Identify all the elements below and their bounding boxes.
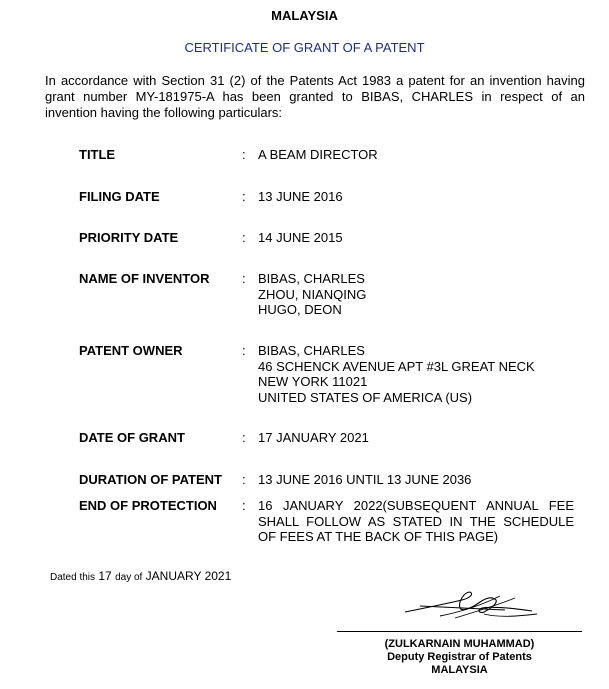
- colon: :: [242, 147, 246, 162]
- protection-line: 16 JANUARY 2022(SUBSEQUENT ANNUAL FEE: [258, 498, 574, 513]
- intro-line: In accordance with Section 31 (2) of the Patents Act 1983 a patent for an invention having: [45, 73, 585, 88]
- label-priority-date: PRIORITY DATE: [79, 230, 179, 245]
- value-filing-date: 13 JUNE 2016: [258, 189, 343, 204]
- signatory-block: [337, 638, 582, 677]
- label-filing-date: FILING DATE: [79, 189, 160, 204]
- dated-line: [50, 569, 231, 583]
- value-date-of-grant: 17 JANUARY 2021: [258, 430, 369, 445]
- owner-line: UNITED STATES OF AMERICA (US): [258, 389, 473, 405]
- inventor-name: HUGO, DEON: [258, 302, 342, 317]
- colon: :: [242, 472, 246, 487]
- label-title: TITLE: [79, 147, 116, 162]
- protection-line: SHALL FOLLOW AS STATED IN THE SCHEDULE: [258, 513, 574, 529]
- dated-middle: day of: [115, 572, 143, 583]
- colon: :: [242, 498, 246, 513]
- label-duration: DURATION OF PATENT: [79, 472, 222, 487]
- colon: :: [242, 343, 246, 358]
- intro-line: invention having the following particulars:: [45, 105, 283, 120]
- value-duration: 13 JUNE 2016 UNTIL 13 JUNE 2036: [258, 472, 472, 487]
- certificate-title: CERTIFICATE OF GRANT OF A PATENT: [184, 40, 425, 55]
- colon: :: [242, 189, 246, 204]
- value-title: A BEAM DIRECTOR: [258, 147, 378, 162]
- protection-line: OF FEES AT THE BACK OF THIS PAGE): [258, 529, 499, 544]
- signatory-name: (ZULKARNAIN MUHAMMAD): [384, 638, 535, 650]
- value-end-of-protection: [258, 498, 574, 545]
- signatory-position: Deputy Registrar of Patents: [387, 651, 532, 663]
- intro-paragraph: [45, 73, 585, 121]
- owner-line: BIBAS, CHARLES: [258, 343, 365, 358]
- owner-line: 46 SCHENCK AVENUE APT #3L GREAT NECK: [258, 358, 535, 374]
- colon: :: [242, 230, 246, 245]
- owner-line: NEW YORK 11021: [258, 374, 368, 389]
- value-priority-date: 14 JUNE 2015: [258, 230, 343, 245]
- label-date-of-grant: DATE OF GRANT: [79, 430, 185, 445]
- value-inventors: [258, 271, 574, 318]
- label-owner: PATENT OWNER: [79, 343, 183, 358]
- label-end-of-protection: END OF PROTECTION: [79, 498, 217, 513]
- dated-day: 17: [98, 569, 112, 583]
- dated-prefix: Dated this: [50, 572, 96, 583]
- label-inventors: NAME OF INVENTOR: [79, 271, 210, 286]
- inventor-name: BIBAS, CHARLES: [258, 271, 365, 286]
- colon: :: [242, 430, 246, 445]
- country-heading: MALAYSIA: [271, 8, 338, 23]
- signatory-country: MALAYSIA: [431, 664, 488, 676]
- dated-month-year: JANUARY 2021: [145, 569, 232, 583]
- inventor-name: ZHOU, NIANQING: [258, 286, 367, 302]
- colon: :: [242, 271, 246, 286]
- intro-line: grant number MY-181975-A has been granted to BIBAS, CHARLES in respect of an: [45, 89, 585, 104]
- signature-image: [400, 586, 540, 626]
- value-owner: [258, 343, 574, 405]
- signature-line: [337, 631, 582, 632]
